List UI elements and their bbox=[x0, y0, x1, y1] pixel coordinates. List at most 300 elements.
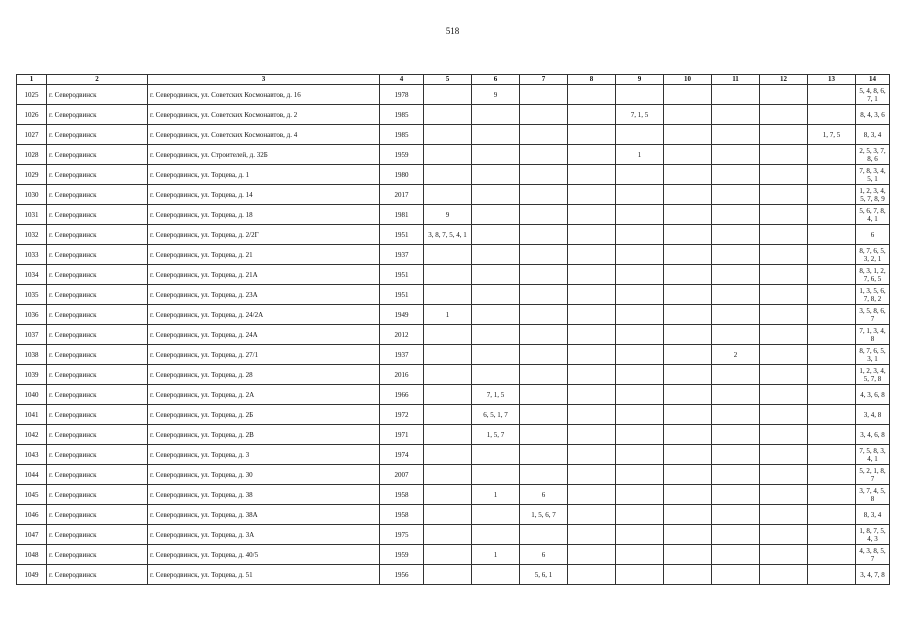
column-header: 6 bbox=[472, 75, 520, 85]
table-cell: 1037 bbox=[17, 325, 47, 345]
table-cell bbox=[712, 125, 760, 145]
table-cell bbox=[808, 265, 856, 285]
table-cell bbox=[808, 345, 856, 365]
table-cell bbox=[616, 185, 664, 205]
table-cell: г. Северодвинск, ул. Торцева, д. 23А bbox=[148, 285, 380, 305]
table-cell: 5, 6, 7, 8, 4, 1 bbox=[856, 205, 890, 225]
table-cell: 1959 bbox=[380, 545, 424, 565]
table-cell bbox=[568, 145, 616, 165]
table-cell: 1951 bbox=[380, 265, 424, 285]
table-cell: 1, 5, 7 bbox=[472, 425, 520, 445]
table-cell: 5, 2, 1, 8, 7 bbox=[856, 465, 890, 485]
table-cell bbox=[616, 325, 664, 345]
table-cell bbox=[520, 345, 568, 365]
table-cell: 4, 3, 8, 5, 7 bbox=[856, 545, 890, 565]
table-cell bbox=[712, 185, 760, 205]
table-cell bbox=[520, 285, 568, 305]
table-cell: 1034 bbox=[17, 265, 47, 285]
table-row bbox=[17, 385, 890, 405]
table-cell bbox=[520, 325, 568, 345]
table-cell: г. Северодвинск bbox=[47, 565, 148, 585]
table-cell bbox=[520, 85, 568, 105]
table-cell bbox=[472, 245, 520, 265]
table-cell: 1046 bbox=[17, 505, 47, 525]
table-cell: 1028 bbox=[17, 145, 47, 165]
table-cell bbox=[808, 305, 856, 325]
table-cell bbox=[712, 305, 760, 325]
table-cell: г. Северодвинск bbox=[47, 405, 148, 425]
table-cell bbox=[712, 505, 760, 525]
table-cell: г. Северодвинск, ул. Торцева, д. 14 bbox=[148, 185, 380, 205]
table-cell bbox=[808, 385, 856, 405]
table-cell bbox=[568, 325, 616, 345]
table-cell bbox=[520, 185, 568, 205]
table-cell bbox=[424, 485, 472, 505]
table-cell: г. Северодвинск bbox=[47, 365, 148, 385]
table-cell: 1035 bbox=[17, 285, 47, 305]
table-cell bbox=[808, 505, 856, 525]
column-header: 8 bbox=[568, 75, 616, 85]
table-cell: 6, 5, 1, 7 bbox=[472, 405, 520, 425]
table-cell bbox=[664, 225, 712, 245]
table-row bbox=[17, 205, 890, 225]
table-cell bbox=[712, 165, 760, 185]
table-cell bbox=[616, 545, 664, 565]
table-cell: г. Северодвинск, ул. Торцева, д. 2А bbox=[148, 385, 380, 405]
column-header: 12 bbox=[760, 75, 808, 85]
table-cell: г. Северодвинск, ул. Торцева, д. 38А bbox=[148, 505, 380, 525]
table-cell bbox=[424, 165, 472, 185]
table-cell: 1981 bbox=[380, 205, 424, 225]
table-cell bbox=[616, 385, 664, 405]
column-header: 1 bbox=[17, 75, 47, 85]
table-cell bbox=[568, 465, 616, 485]
table-cell bbox=[760, 85, 808, 105]
table-cell bbox=[760, 285, 808, 305]
table-cell bbox=[568, 105, 616, 125]
table-cell bbox=[808, 325, 856, 345]
table-cell bbox=[472, 525, 520, 545]
table-cell: 1959 bbox=[380, 145, 424, 165]
column-header: 9 bbox=[616, 75, 664, 85]
table-row bbox=[17, 105, 890, 125]
table-cell bbox=[568, 205, 616, 225]
table-cell: 5, 6, 1 bbox=[520, 565, 568, 585]
table-cell bbox=[664, 465, 712, 485]
column-header: 11 bbox=[712, 75, 760, 85]
table-cell bbox=[808, 365, 856, 385]
table-cell: г. Северодвинск, ул. Советских Космонавтов, д. 4 bbox=[148, 125, 380, 145]
table-cell bbox=[664, 125, 712, 145]
table-cell bbox=[472, 445, 520, 465]
table-cell bbox=[712, 365, 760, 385]
table-row bbox=[17, 525, 890, 545]
table-cell bbox=[424, 125, 472, 145]
table-row bbox=[17, 325, 890, 345]
table-cell: 1049 bbox=[17, 565, 47, 585]
table-cell: г. Северодвинск bbox=[47, 145, 148, 165]
table-cell: 1 bbox=[472, 485, 520, 505]
table-cell bbox=[664, 325, 712, 345]
table-cell bbox=[424, 445, 472, 465]
table-cell: 1937 bbox=[380, 345, 424, 365]
table-cell bbox=[760, 425, 808, 445]
table-cell: г. Северодвинск, ул. Торцева, д. 21 bbox=[148, 245, 380, 265]
table-cell bbox=[664, 405, 712, 425]
table-cell: 6 bbox=[520, 485, 568, 505]
table-cell bbox=[712, 565, 760, 585]
table-row bbox=[17, 545, 890, 565]
table-cell bbox=[664, 385, 712, 405]
table-cell bbox=[760, 105, 808, 125]
table-cell: г. Северодвинск bbox=[47, 205, 148, 225]
table-cell bbox=[664, 545, 712, 565]
table-cell: 1047 bbox=[17, 525, 47, 545]
table-cell bbox=[472, 565, 520, 585]
table-cell bbox=[712, 325, 760, 345]
table-cell bbox=[520, 125, 568, 145]
table-cell: 1985 bbox=[380, 125, 424, 145]
table-cell bbox=[520, 245, 568, 265]
table-cell bbox=[760, 465, 808, 485]
table-cell bbox=[424, 565, 472, 585]
table-cell: г. Северодвинск bbox=[47, 185, 148, 205]
table-cell bbox=[712, 225, 760, 245]
table-cell: 2016 bbox=[380, 365, 424, 385]
table-cell bbox=[664, 345, 712, 365]
table-cell: 8, 3, 1, 2, 7, 6, 5 bbox=[856, 265, 890, 285]
table-cell: 1040 bbox=[17, 385, 47, 405]
table-cell bbox=[760, 545, 808, 565]
table-row bbox=[17, 285, 890, 305]
table-cell bbox=[520, 225, 568, 245]
table-cell bbox=[568, 505, 616, 525]
table-cell bbox=[520, 205, 568, 225]
table-cell: 8, 3, 4 bbox=[856, 125, 890, 145]
table-cell: г. Северодвинск, ул. Торцева, д. 24/2А bbox=[148, 305, 380, 325]
table-cell: 6 bbox=[856, 225, 890, 245]
table-cell bbox=[664, 265, 712, 285]
table-cell: 3, 4, 8 bbox=[856, 405, 890, 425]
table-cell bbox=[472, 305, 520, 325]
table-cell: 8, 7, 6, 5, 3, 2, 1 bbox=[856, 245, 890, 265]
table-cell: 1041 bbox=[17, 405, 47, 425]
table-cell bbox=[808, 85, 856, 105]
table-cell: г. Северодвинск, ул. Торцева, д. 1 bbox=[148, 165, 380, 185]
table-cell bbox=[712, 245, 760, 265]
table-cell bbox=[712, 545, 760, 565]
table-cell: 8, 3, 4 bbox=[856, 505, 890, 525]
table-row bbox=[17, 165, 890, 185]
table-cell bbox=[472, 205, 520, 225]
table-row bbox=[17, 345, 890, 365]
table-cell: 1980 bbox=[380, 165, 424, 185]
table-cell bbox=[520, 385, 568, 405]
table-cell: 8, 7, 6, 5, 3, 1 bbox=[856, 345, 890, 365]
table-cell bbox=[616, 225, 664, 245]
table-cell: 1972 bbox=[380, 405, 424, 425]
table-cell: 1958 bbox=[380, 485, 424, 505]
table-cell bbox=[760, 325, 808, 345]
table-cell: 1044 bbox=[17, 465, 47, 485]
table-cell: 1036 bbox=[17, 305, 47, 325]
table-cell bbox=[664, 565, 712, 585]
table-cell bbox=[520, 145, 568, 165]
table-cell bbox=[424, 505, 472, 525]
table-cell bbox=[568, 565, 616, 585]
table-cell bbox=[616, 165, 664, 185]
table-cell: г. Северодвинск bbox=[47, 105, 148, 125]
table-cell bbox=[808, 205, 856, 225]
table-cell bbox=[808, 165, 856, 185]
table-cell bbox=[568, 225, 616, 245]
table-cell: 1971 bbox=[380, 425, 424, 445]
table-cell bbox=[616, 305, 664, 325]
table-cell bbox=[616, 405, 664, 425]
table-cell bbox=[424, 545, 472, 565]
table-cell: 1029 bbox=[17, 165, 47, 185]
table-cell bbox=[760, 485, 808, 505]
table-cell: 2, 5, 3, 7, 8, 6 bbox=[856, 145, 890, 165]
table-cell bbox=[760, 305, 808, 325]
table-cell: 1033 bbox=[17, 245, 47, 265]
table-cell bbox=[520, 265, 568, 285]
table-cell bbox=[472, 325, 520, 345]
table-cell bbox=[616, 85, 664, 105]
table-row bbox=[17, 145, 890, 165]
table-cell: 1951 bbox=[380, 225, 424, 245]
table-cell: г. Северодвинск, ул. Торцева, д. 21А bbox=[148, 265, 380, 285]
table-row bbox=[17, 245, 890, 265]
table-cell bbox=[616, 365, 664, 385]
table-cell bbox=[568, 245, 616, 265]
table-cell bbox=[472, 365, 520, 385]
table-cell: г. Северодвинск, ул. Торцева, д. 2В bbox=[148, 425, 380, 445]
table-cell bbox=[568, 425, 616, 445]
table-row bbox=[17, 485, 890, 505]
table-body bbox=[17, 85, 890, 585]
table-cell bbox=[472, 285, 520, 305]
table-cell bbox=[616, 525, 664, 545]
table-cell bbox=[664, 285, 712, 305]
table-cell: г. Северодвинск, ул. Торцева, д. 24А bbox=[148, 325, 380, 345]
table-row bbox=[17, 405, 890, 425]
table-cell bbox=[520, 445, 568, 465]
table-cell bbox=[568, 345, 616, 365]
table-cell bbox=[664, 505, 712, 525]
table-cell: 2017 bbox=[380, 185, 424, 205]
column-header: 3 bbox=[148, 75, 380, 85]
table-cell bbox=[472, 105, 520, 125]
table-cell: 1 bbox=[472, 545, 520, 565]
table-cell: 7, 1, 5 bbox=[616, 105, 664, 125]
table-cell bbox=[808, 465, 856, 485]
table-row bbox=[17, 85, 890, 105]
table-cell: г. Северодвинск bbox=[47, 525, 148, 545]
table-cell: 2012 bbox=[380, 325, 424, 345]
table-cell bbox=[568, 485, 616, 505]
table-cell: 3, 4, 6, 8 bbox=[856, 425, 890, 445]
table-cell: 1975 bbox=[380, 525, 424, 545]
table-cell bbox=[760, 145, 808, 165]
column-header: 2 bbox=[47, 75, 148, 85]
table-cell: 1026 bbox=[17, 105, 47, 125]
table-cell: 9 bbox=[424, 205, 472, 225]
table-cell bbox=[712, 285, 760, 305]
table-cell bbox=[568, 405, 616, 425]
table-cell bbox=[760, 205, 808, 225]
table-cell: г. Северодвинск, ул. Торцева, д. 2Б bbox=[148, 405, 380, 425]
table-cell bbox=[568, 385, 616, 405]
table-cell bbox=[808, 225, 856, 245]
table-cell bbox=[664, 525, 712, 545]
table-cell bbox=[472, 165, 520, 185]
table-cell bbox=[760, 385, 808, 405]
table-cell: 2 bbox=[712, 345, 760, 365]
table-cell bbox=[808, 525, 856, 545]
table-cell: 1951 bbox=[380, 285, 424, 305]
table-cell bbox=[712, 265, 760, 285]
table-cell: 1949 bbox=[380, 305, 424, 325]
data-table bbox=[16, 74, 890, 585]
table-cell bbox=[664, 305, 712, 325]
table-cell: 1032 bbox=[17, 225, 47, 245]
table-cell bbox=[616, 425, 664, 445]
table-cell bbox=[616, 465, 664, 485]
table-cell: г. Северодвинск bbox=[47, 285, 148, 305]
table-cell bbox=[616, 125, 664, 145]
table-cell bbox=[424, 265, 472, 285]
table-cell bbox=[760, 365, 808, 385]
table-cell bbox=[760, 565, 808, 585]
table-cell: 9 bbox=[472, 85, 520, 105]
table-cell bbox=[520, 165, 568, 185]
table-cell bbox=[568, 445, 616, 465]
column-header: 5 bbox=[424, 75, 472, 85]
table-cell: 3, 4, 7, 8 bbox=[856, 565, 890, 585]
table-cell: 1025 bbox=[17, 85, 47, 105]
table-cell bbox=[760, 225, 808, 245]
table-cell bbox=[808, 445, 856, 465]
table-cell: г. Северодвинск bbox=[47, 305, 148, 325]
table-cell bbox=[472, 505, 520, 525]
table-cell: 1027 bbox=[17, 125, 47, 145]
table-cell bbox=[808, 485, 856, 505]
table-cell: 1039 bbox=[17, 365, 47, 385]
table-cell: 1, 2, 3, 4, 5, 7, 8, 9 bbox=[856, 185, 890, 205]
table-cell: 6 bbox=[520, 545, 568, 565]
table-cell: г. Северодвинск bbox=[47, 505, 148, 525]
table-cell bbox=[568, 125, 616, 145]
table-cell bbox=[808, 285, 856, 305]
table-cell bbox=[424, 245, 472, 265]
table-row bbox=[17, 565, 890, 585]
table-cell: 1958 bbox=[380, 505, 424, 525]
table-cell bbox=[520, 405, 568, 425]
table-cell bbox=[712, 145, 760, 165]
table-cell bbox=[472, 145, 520, 165]
table-cell: г. Северодвинск, ул. Торцева, д. 38 bbox=[148, 485, 380, 505]
table-cell bbox=[424, 385, 472, 405]
table-cell bbox=[520, 465, 568, 485]
table-row bbox=[17, 505, 890, 525]
column-header: 14 bbox=[856, 75, 890, 85]
table-cell bbox=[712, 105, 760, 125]
table-cell bbox=[424, 285, 472, 305]
table-cell bbox=[568, 365, 616, 385]
table-cell: г. Северодвинск, ул. Торцева, д. 51 bbox=[148, 565, 380, 585]
table-cell bbox=[760, 245, 808, 265]
table-cell bbox=[520, 425, 568, 445]
table-cell: г. Северодвинск bbox=[47, 385, 148, 405]
table-cell: г. Северодвинск, ул. Торцева, д. 3А bbox=[148, 525, 380, 545]
table-cell bbox=[664, 85, 712, 105]
table-cell bbox=[808, 545, 856, 565]
table-cell: 1043 bbox=[17, 445, 47, 465]
table-cell bbox=[472, 225, 520, 245]
table-cell: 1042 bbox=[17, 425, 47, 445]
table-cell: 1, 7, 5 bbox=[808, 125, 856, 145]
table-cell: г. Северодвинск, ул. Торцева, д. 27/1 bbox=[148, 345, 380, 365]
table-cell: 5, 4, 8, 6, 7, 1 bbox=[856, 85, 890, 105]
table-cell: 3, 5, 8, 6, 7 bbox=[856, 305, 890, 325]
table-cell bbox=[616, 445, 664, 465]
table-cell bbox=[712, 385, 760, 405]
page-number: 518 bbox=[445, 26, 460, 36]
table-row bbox=[17, 185, 890, 205]
table-cell bbox=[664, 445, 712, 465]
table-cell bbox=[424, 405, 472, 425]
table-cell bbox=[520, 365, 568, 385]
table-cell bbox=[712, 485, 760, 505]
table-cell bbox=[808, 405, 856, 425]
table-cell: 1956 bbox=[380, 565, 424, 585]
table-row bbox=[17, 225, 890, 245]
table-cell bbox=[712, 205, 760, 225]
table-cell bbox=[664, 425, 712, 445]
table-cell bbox=[712, 425, 760, 445]
table-cell: г. Северодвинск bbox=[47, 345, 148, 365]
table-cell: г. Северодвинск, ул. Торцева, д. 3 bbox=[148, 445, 380, 465]
table-cell bbox=[664, 245, 712, 265]
table-cell: 7, 5, 8, 3, 4, 1 bbox=[856, 445, 890, 465]
table-cell bbox=[472, 125, 520, 145]
table-cell: г. Северодвинск, ул. Строителей, д. 32Б bbox=[148, 145, 380, 165]
table-cell bbox=[760, 345, 808, 365]
table-cell: г. Северодвинск, ул. Торцева, д. 40/5 bbox=[148, 545, 380, 565]
table-cell bbox=[616, 505, 664, 525]
table-cell bbox=[616, 205, 664, 225]
table-cell: г. Северодвинск bbox=[47, 85, 148, 105]
table-cell: 1, 3, 5, 6, 7, 8, 2 bbox=[856, 285, 890, 305]
table-cell: 7, 8, 3, 4, 5, 1 bbox=[856, 165, 890, 185]
table-cell bbox=[472, 465, 520, 485]
table-cell bbox=[808, 105, 856, 125]
table-cell: 2007 bbox=[380, 465, 424, 485]
table-cell bbox=[664, 205, 712, 225]
table-cell bbox=[616, 265, 664, 285]
table-cell bbox=[568, 85, 616, 105]
table-cell: 1, 8, 7, 5, 4, 3 bbox=[856, 525, 890, 545]
table-cell: 7, 1, 3, 4, 8 bbox=[856, 325, 890, 345]
table-cell bbox=[568, 165, 616, 185]
table-cell bbox=[424, 145, 472, 165]
column-header: 13 bbox=[808, 75, 856, 85]
table-cell: 1974 bbox=[380, 445, 424, 465]
table-cell: г. Северодвинск, ул. Торцева, д. 30 bbox=[148, 465, 380, 485]
table-cell: 1 bbox=[424, 305, 472, 325]
table-cell: 1031 bbox=[17, 205, 47, 225]
